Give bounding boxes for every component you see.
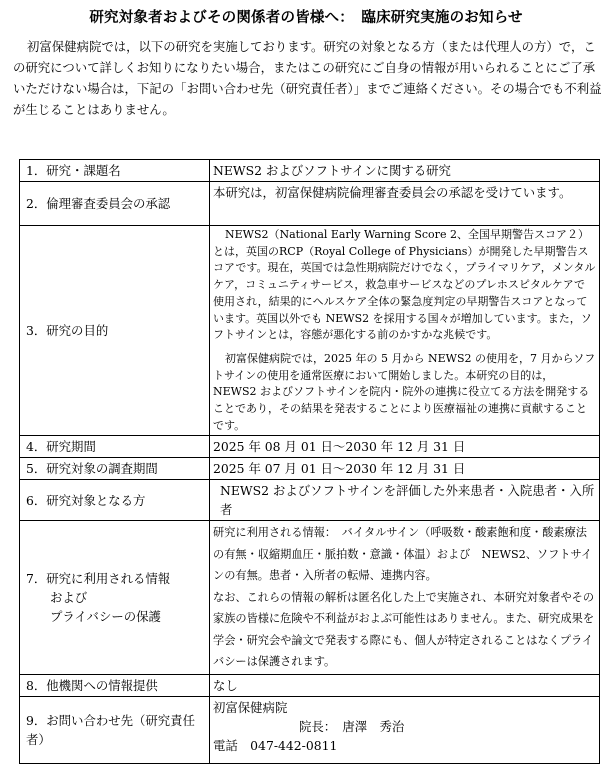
page-title: 研究対象者およびその関係者の皆様へ： 臨床研究実施のお知らせ xyxy=(89,9,523,26)
row-label: 2．倫理審査委員会の承認 xyxy=(20,182,210,226)
info-paragraph-1: 研究に利用される情報： バイタルサイン（呼吸数・酸素飽和度・酸素療法の有無・収縮期血圧・脈拍数・意識・体温）および NEWS2、ソフトサインの有無。患者・入所者の転帰、連携内容。 xyxy=(213,526,593,583)
row-value: なし xyxy=(210,674,600,696)
purpose-paragraph-2: 初富保健病院では，2025 年の 5 月から NEWS2 の使用を，7 月からソフトサインの使用を通常医療において開始しました。本研究の目的は，NEWS2 およびソフトサインを院内・院外の連携に役立てる方法を開発することであり，その結果を発表することにより医療福祉の連携に貢献することです。 xyxy=(213,351,596,432)
row-label: 1．研究・課題名 xyxy=(20,160,210,182)
table-row xyxy=(20,458,600,480)
row-label: 5．研究対象の調査期間 xyxy=(20,458,210,480)
row-label-line: プライバシーの保護 xyxy=(50,609,161,625)
table-row xyxy=(20,436,600,458)
row-label: 6．研究対象となる方 xyxy=(20,480,210,521)
row-value: 本研究は，初富保健病院倫理審査委員会の承認を受けています。 xyxy=(210,182,600,226)
row-value: 2025 年 08 月 01 日～2030 年 12 月 31 日 xyxy=(210,436,600,458)
row-value xyxy=(210,226,600,436)
row-label: 3．研究の目的 xyxy=(20,226,210,436)
row-value: 2025 年 07 月 01 日～2030 年 12 月 31 日 xyxy=(210,458,600,480)
purpose-paragraph-1: NEWS2（National Early Warning Score 2、全国早期警告スコア２）とは，英国のRCP（Royal College of Physicians）が開発した早期警告スコアです。現在，英国では急性期病院だけでなく，プライマリケア，メンタルケア，コミュニティサービス，救急車サービスなどのプレホスピタルケアで使用され，結果的にヘルスケア全体の緊急度判定の早期警告スコアとなっています。英国以外でも NEWS2 を採用する国々が増加しています。また，ソフトサインとは，容態が悪化する前のかすかな兆候です。 xyxy=(213,228,596,342)
table-row xyxy=(20,521,600,675)
row-label: 8．他機関への情報提供 xyxy=(20,674,210,696)
study-info-table xyxy=(19,159,600,764)
row-value: NEWS2 およびソフトサインに関する研究 xyxy=(210,160,600,182)
row-label-line: 7．研究に利用される情報 xyxy=(26,571,171,587)
intro-paragraph: 初富保健病院では，以下の研究を実施しております。研究の対象となる方（または代理人の方）で，この研究について詳しくお知りになりたい場合，またはこの研究にご自身の情報が用いられることにご了承いただけない場合は，下記の「お問い合わせ先（研究責任者）」までご連絡ください。その場合でも不利益が生じることはありません。 xyxy=(13,39,602,117)
table-row xyxy=(20,674,600,696)
row-label: 4．研究期間 xyxy=(20,436,210,458)
table-row xyxy=(20,160,600,182)
table-row xyxy=(20,696,600,763)
table-row xyxy=(20,182,600,226)
contact-phone: 電話 047-442-0811 xyxy=(213,737,338,753)
row-value xyxy=(210,521,600,675)
info-paragraph-2: なお、これらの情報の解析は匿名化した上で実施され、本研究対象者やその家族の皆様に危険や不利益がおよぶ可能性はありません。また、研究成果を学会・研究会や論文で発表する際にも、個人が特定されることはなくプライバシーは保護されます。 xyxy=(213,590,595,669)
row-label xyxy=(20,521,210,675)
contact-org: 初富保健病院 xyxy=(213,699,288,715)
row-label: 9．お問い合わせ先（研究責任者） xyxy=(20,696,210,763)
table-row xyxy=(20,480,600,521)
contact-person: 院長： 唐澤 秀治 xyxy=(299,718,405,734)
row-value xyxy=(210,696,600,763)
row-value: NEWS2 およびソフトサインを評価した外来患者・入院患者・入所者 xyxy=(210,480,600,521)
table-row xyxy=(20,226,600,436)
row-label-line: および xyxy=(50,590,88,606)
